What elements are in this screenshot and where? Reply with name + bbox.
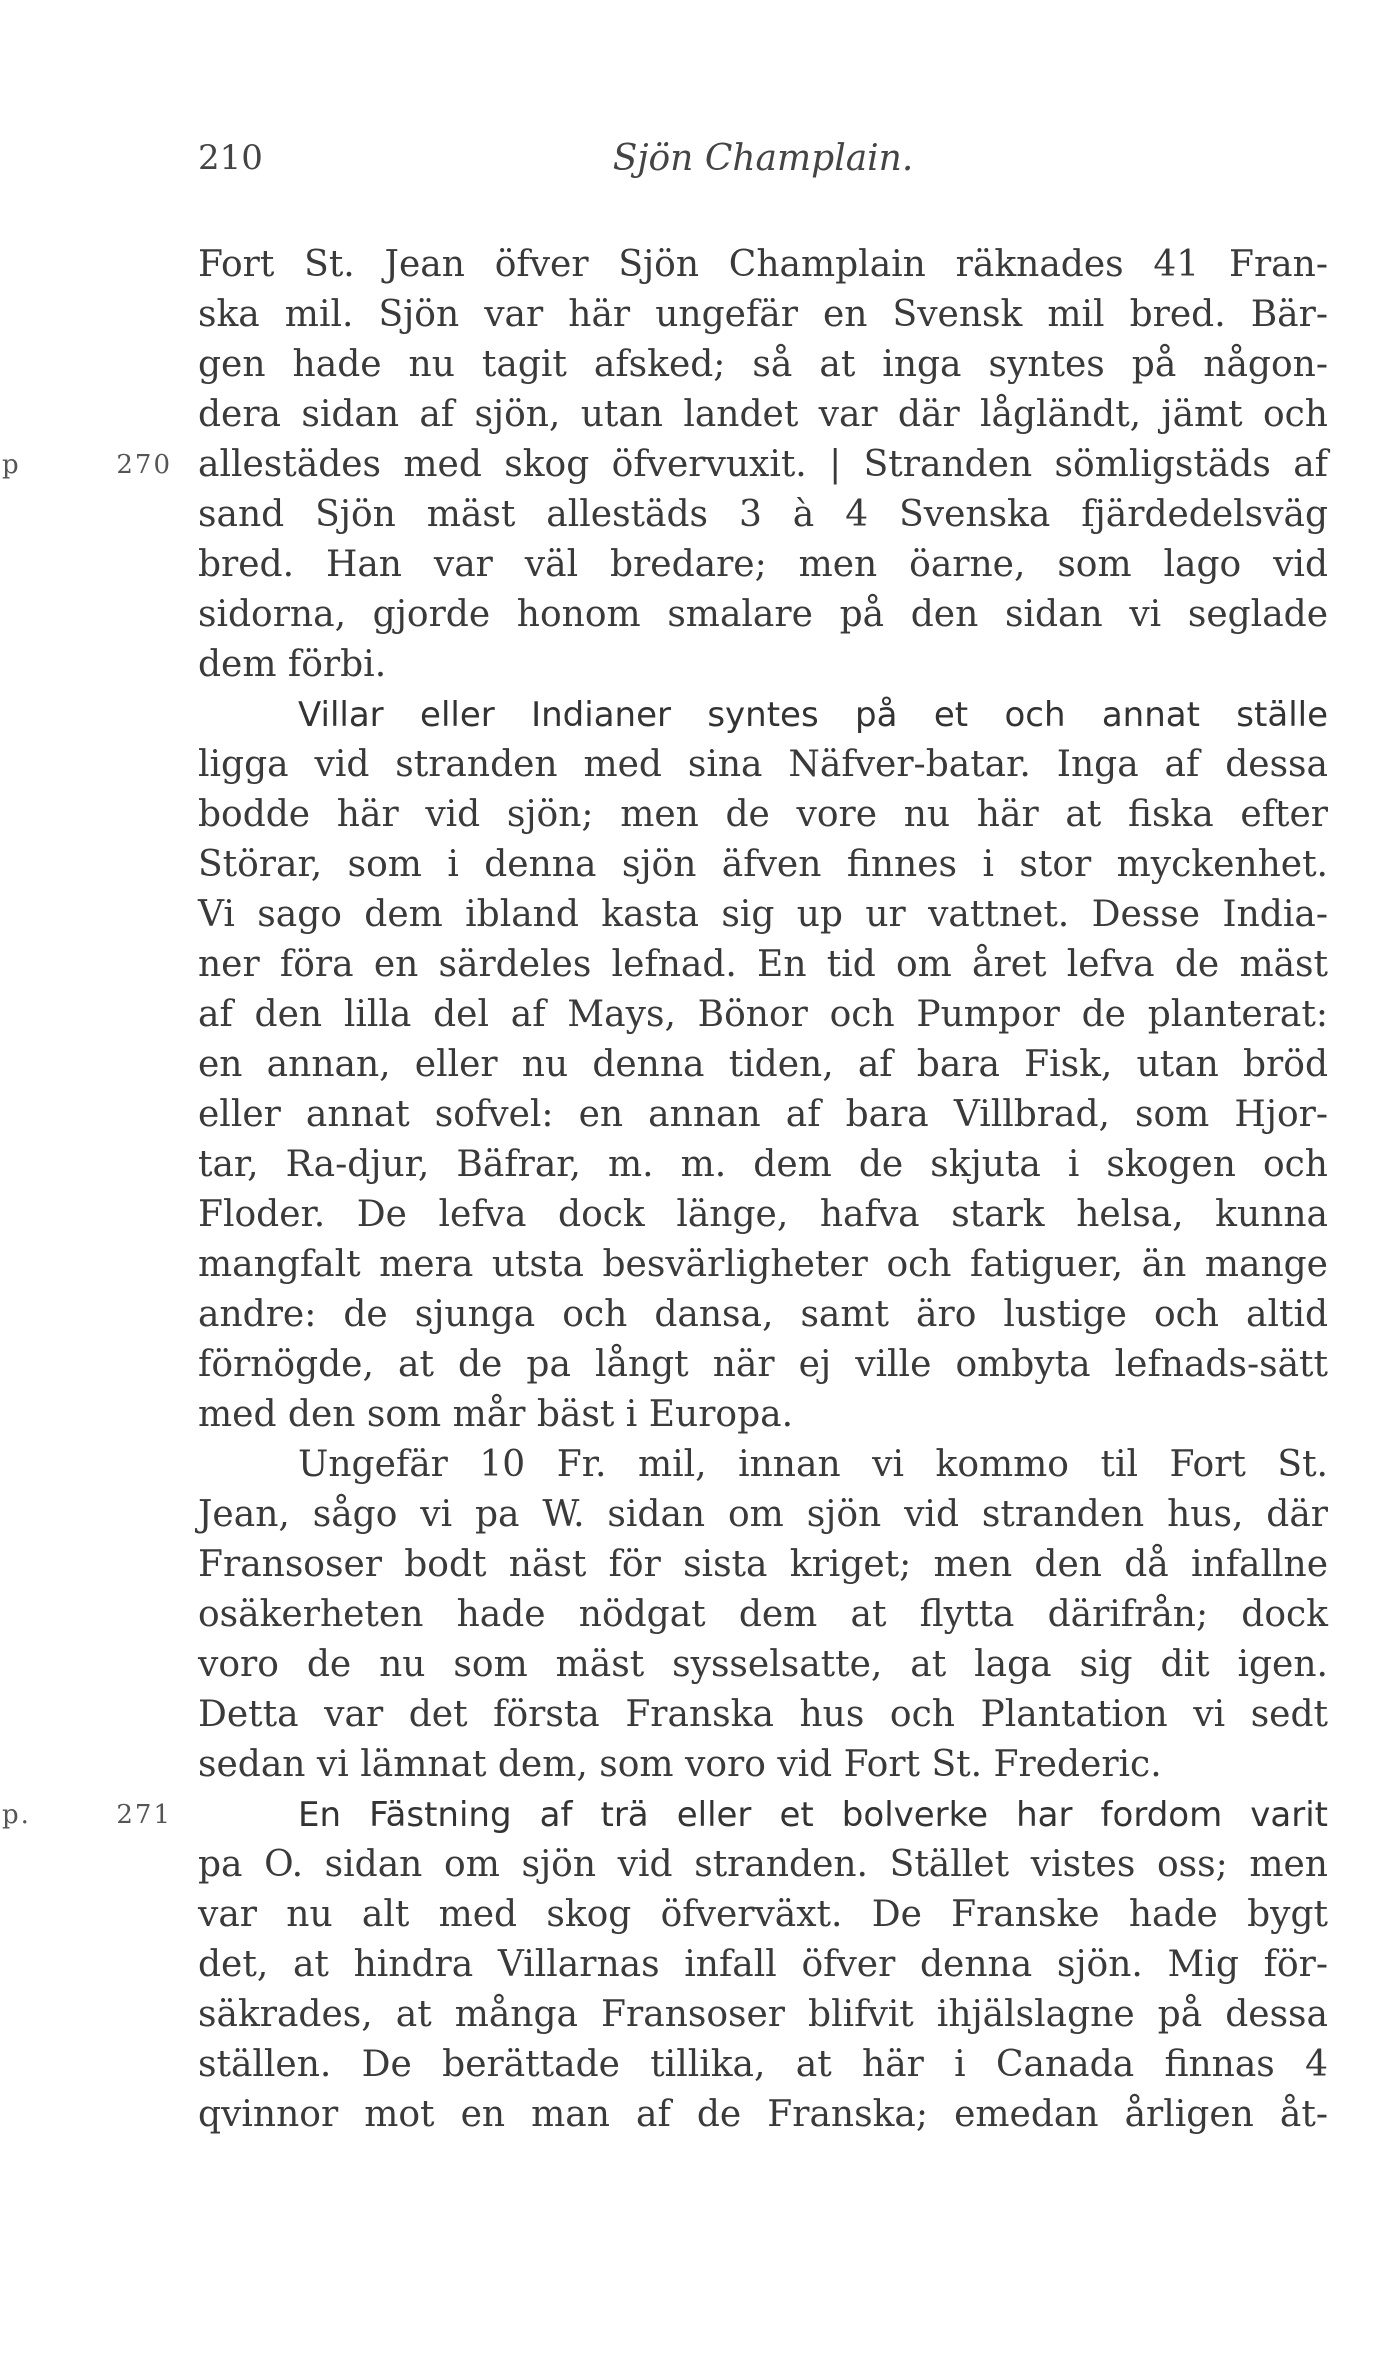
text-line: bodde här vid sjön; men de vore nu här at fiska efter	[198, 794, 1328, 835]
text-line: mangfalt mera utsta besvärligheter och fatiguer, än mange	[198, 1244, 1328, 1285]
text-line: var nu alt med skog öfverväxt. De Franske hade bygt	[198, 1894, 1328, 1935]
text-line: allestädes med skog öfvervuxit. | Stranden sömligstäds af	[198, 444, 1328, 485]
text-line: andre: de sjunga och dansa, samt äro lustige och altid	[198, 1294, 1328, 1335]
text-line: ligga vid stranden med sina Näfver-batar. Inga af dessa	[198, 744, 1328, 785]
text-line-with-margin-note	[2, 1790, 1328, 1840]
body-text	[2, 240, 1328, 2140]
text-line: qvinnor mot en man af de Franska; emedan årligen åt-	[198, 2094, 1328, 2135]
text-line: sidorna, gjorde honom smalare på den sidan vi seglade	[198, 594, 1328, 635]
text-line: af den lilla del af Mays, Bönor och Pumpor de planterat:	[198, 994, 1328, 1035]
text-line: sedan vi lämnat dem, som voro vid Fort St. Frederic.	[198, 1744, 1162, 1785]
text-line: dera sidan af sjön, utan landet var där lågländt, jämt och	[198, 394, 1328, 435]
text-line: bred. Han var väl bredare; men öarne, som lago vid	[198, 544, 1328, 585]
running-title: Sjön Champlain.	[612, 138, 914, 179]
text-line: Detta var det första Franska hus och Plantation vi sedt	[198, 1694, 1328, 1735]
text-line: gen hade nu tagit afsked; så at inga syntes på någon-	[198, 344, 1328, 385]
text-line: Vi sago dem ibland kasta sig up ur vattnet. Desse India-	[198, 894, 1328, 935]
page-header	[198, 138, 1328, 186]
text-line: voro de nu som mäst sysselsatte, at laga sig dit igen.	[198, 1644, 1328, 1685]
margin-note-p271: p. 271	[2, 1800, 172, 1830]
text-line: dem förbi.	[198, 644, 387, 685]
text-line: sand Sjön mäst allestäds 3 à 4 Svenska fjärdedelsväg	[198, 494, 1328, 535]
text-line: Jean, sågo vi pa W. sidan om sjön vid stranden hus, där	[198, 1494, 1328, 1535]
text-line: Floder. De lefva dock länge, hafva stark helsa, kunna	[198, 1194, 1328, 1235]
paragraph-start: En Fästning af trä eller et bolverke har fordom varit	[298, 1795, 1328, 1835]
text-line: Fort St. Jean öfver Sjön Champlain räknades 41 Fran-	[198, 244, 1328, 285]
text-line: Ungefär 10 Fr. mil, innan vi kommo til Fort St.	[298, 1444, 1328, 1485]
text-line: tar, Ra-djur, Bäfrar, m. m. dem de skjuta i skogen och	[198, 1144, 1328, 1185]
text-line: ställen. De berättade tillika, at här i Canada finnas 4	[198, 2044, 1328, 2085]
text-line: pa O. sidan om sjön vid stranden. Stället vistes oss; men	[198, 1844, 1328, 1885]
text-line: med den som mår bäst i Europa.	[198, 1394, 794, 1435]
text-line: ska mil. Sjön var här ungefär en Svensk mil bred. Bär-	[198, 294, 1328, 335]
paragraph-start: Villar eller Indianer syntes på et och annat ställe	[298, 695, 1328, 735]
text-line: eller annat sofvel: en annan af bara Villbrad, som Hjor-	[198, 1094, 1328, 1135]
page-number: 210	[198, 138, 263, 178]
margin-note-p270: p 270	[2, 450, 172, 480]
text-line-with-margin-note	[2, 440, 1328, 490]
text-line	[198, 690, 1328, 740]
text-line: förnögde, at de pa långt när ej ville ombyta lefnads-sätt	[198, 1344, 1328, 1385]
text-line: Fransoser bodt näst för sista kriget; men den då infallne	[198, 1544, 1328, 1585]
text-line: det, at hindra Villarnas infall öfver denna sjön. Mig för-	[198, 1944, 1328, 1985]
text-line: ner föra en särdeles lefnad. En tid om året lefva de mäst	[198, 944, 1328, 985]
text-line: osäkerheten hade nödgat dem at flytta därifrån; dock	[198, 1594, 1328, 1635]
text-line: Störar, som i denna sjön äfven finnes i stor myckenhet.	[198, 844, 1328, 885]
text-line: säkrades, at många Fransoser blifvit ihjälslagne på dessa	[198, 1994, 1328, 2035]
text-line: en annan, eller nu denna tiden, af bara Fisk, utan bröd	[198, 1044, 1328, 1085]
